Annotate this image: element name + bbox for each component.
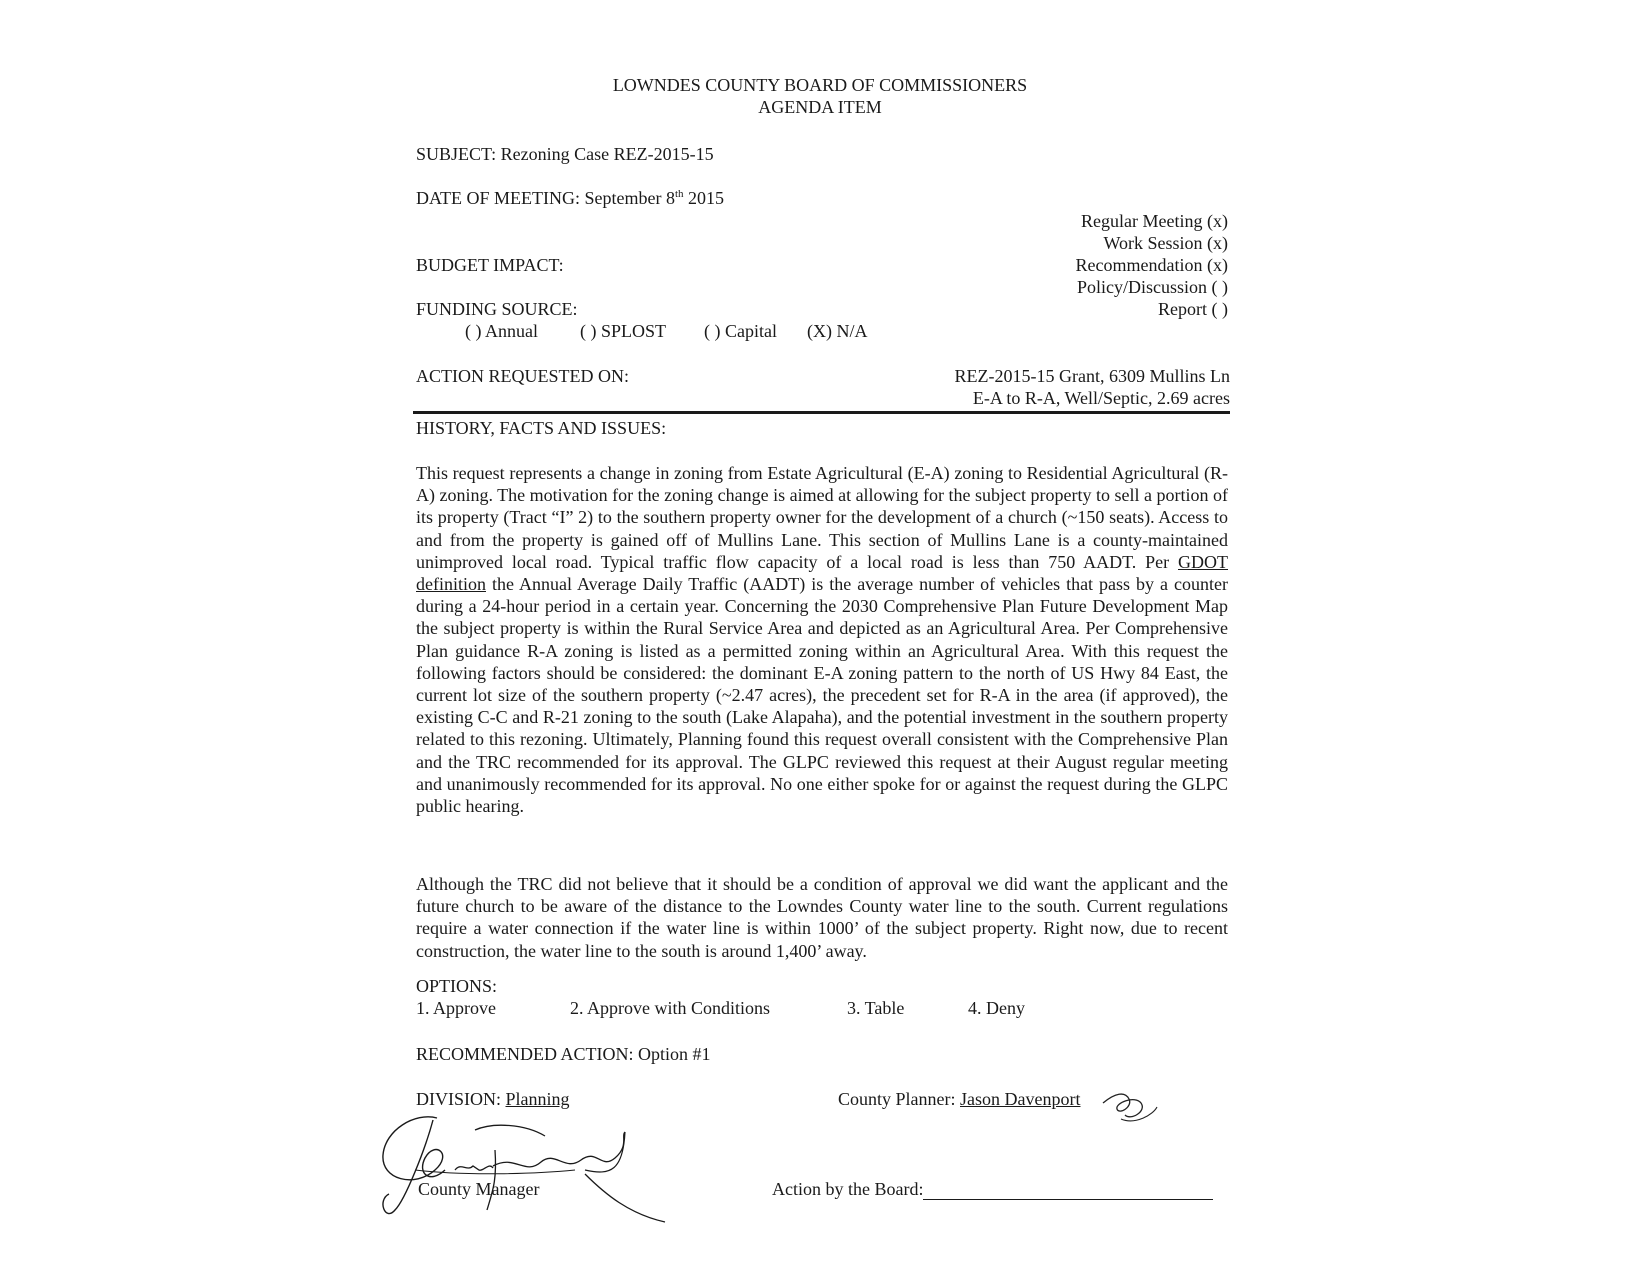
funding-source-label: FUNDING SOURCE:	[416, 299, 578, 319]
meeting-date-ordinal: th	[674, 188, 684, 200]
header-title: LOWNDES COUNTY BOARD OF COMMISSIONERS	[612, 75, 1028, 95]
planner-initials-signature	[1095, 1085, 1175, 1130]
meeting-type-list	[900, 210, 1228, 320]
meeting-type-item: Policy/Discussion ( )	[1077, 277, 1228, 297]
section-divider	[413, 411, 1230, 414]
action-by-board-blank[interactable]	[923, 1181, 1213, 1200]
action-zoning-line: E-A to R-A, Well/Septic, 2.69 acres	[972, 388, 1230, 408]
gdot-definition-link[interactable]: GDOT definition	[416, 551, 1228, 595]
funding-annual: ( ) Annual	[465, 321, 538, 341]
meeting-type-item: Recommendation (x)	[1075, 255, 1228, 275]
funding-na: (X) N/A	[807, 321, 868, 341]
county-planner-label: County Planner:	[838, 1089, 960, 1109]
meeting-type-item: Work Session (x)	[1103, 233, 1228, 253]
action-case-line: REZ-2015-15 Grant, 6309 Mullins Ln	[954, 366, 1230, 386]
option-item: 2. Approve with Conditions	[570, 998, 771, 1018]
history-paragraph-1	[416, 462, 1228, 817]
paragraph-text: the Annual Average Daily Traffic (AADT) is the average number of vehicles that pass by a counter during a 24-hour period in a certain year. Concerning the 2030 Comprehensive Plan Future Development Map the subject property is within the Rural Service Area and depicted as an Agricultural Area. Per Comprehensive Plan guidance R-A zoning is listed as a permitted zoning within an Agricultural Area. With this request the following factors should be considered: the dominant E-A zoning pattern to the north of US Hwy 84 East, the current lot size of the southern property (~2.47 acres), the precedent set for R-A in the area (if approved), the existing C-C and R-21 zoning to the south (Lake Alapaha), and the potential investment in the southern property related to this rezoning. Ultimately, Planning found this request overall consistent with the Comprehensive Plan and the TRC recommended for its approval. The GLPC reviewed this request at their August regular meeting and unanimously recommended for its approval. No one either spoke for or against the request during the GLPC public hearing.	[416, 574, 1228, 817]
options-label: OPTIONS:	[416, 976, 498, 996]
option-item: 3. Table	[847, 998, 905, 1018]
paragraph-text: This request represents a change in zoning from Estate Agricultural (E-A) zoning to Residential Agricultural (R-A) zoning. The motivation for the zoning change is aimed at allowing for the subject property to sell a portion of its property (Tract “I” 2) to the southern property owner for the development of a church (~150 seats). Access to and from the property is gained off of Mullins Lane. This section of Mullins Lane is a county-maintained unimproved local road. Typical traffic flow capacity of a local road is less than 750 AADT. Per	[416, 463, 1228, 572]
document-header	[410, 74, 1230, 118]
history-paragraph-2: Although the TRC did not believe that it should be a condition of approval we did want the applicant and the future church to be aware of the distance to the Lowndes County water line to the south. Current regulations require a water connection if the water line is within 1000’ of the subject property. Right now, due to recent construction, the water line to the south is around 1,400’ away.	[416, 874, 1228, 961]
action-requested-label: ACTION REQUESTED ON:	[416, 366, 629, 386]
budget-impact-label: BUDGET IMPACT:	[416, 255, 564, 275]
meeting-type-item: Regular Meeting (x)	[1081, 211, 1228, 231]
option-item: 4. Deny	[968, 998, 1025, 1018]
header-subtitle: AGENDA ITEM	[758, 97, 882, 117]
action-requested-detail	[880, 365, 1230, 409]
funding-splost: ( ) SPLOST	[580, 321, 667, 341]
division-line	[416, 1088, 570, 1110]
county-planner-name: Jason Davenport	[960, 1089, 1081, 1109]
county-manager-signature	[375, 1110, 675, 1225]
county-planner-line	[838, 1088, 1080, 1110]
option-item: 1. Approve	[416, 998, 496, 1018]
meeting-date-prefix: DATE OF MEETING: September 8	[416, 188, 675, 208]
action-by-board-line	[772, 1178, 1213, 1200]
funding-capital: ( ) Capital	[704, 321, 777, 341]
meeting-type-item: Report ( )	[1158, 299, 1228, 319]
division-label: DIVISION:	[416, 1089, 506, 1109]
county-manager-label: County Manager	[418, 1179, 540, 1199]
recommended-action: RECOMMENDED ACTION: Option #1	[416, 1044, 711, 1064]
history-heading: HISTORY, FACTS AND ISSUES:	[416, 418, 667, 438]
meeting-date	[416, 187, 724, 209]
subject-line: SUBJECT: Rezoning Case REZ-2015-15	[416, 144, 714, 164]
meeting-date-year: 2015	[683, 188, 725, 208]
action-by-board-label: Action by the Board:	[772, 1179, 924, 1199]
division-value: Planning	[505, 1089, 570, 1109]
